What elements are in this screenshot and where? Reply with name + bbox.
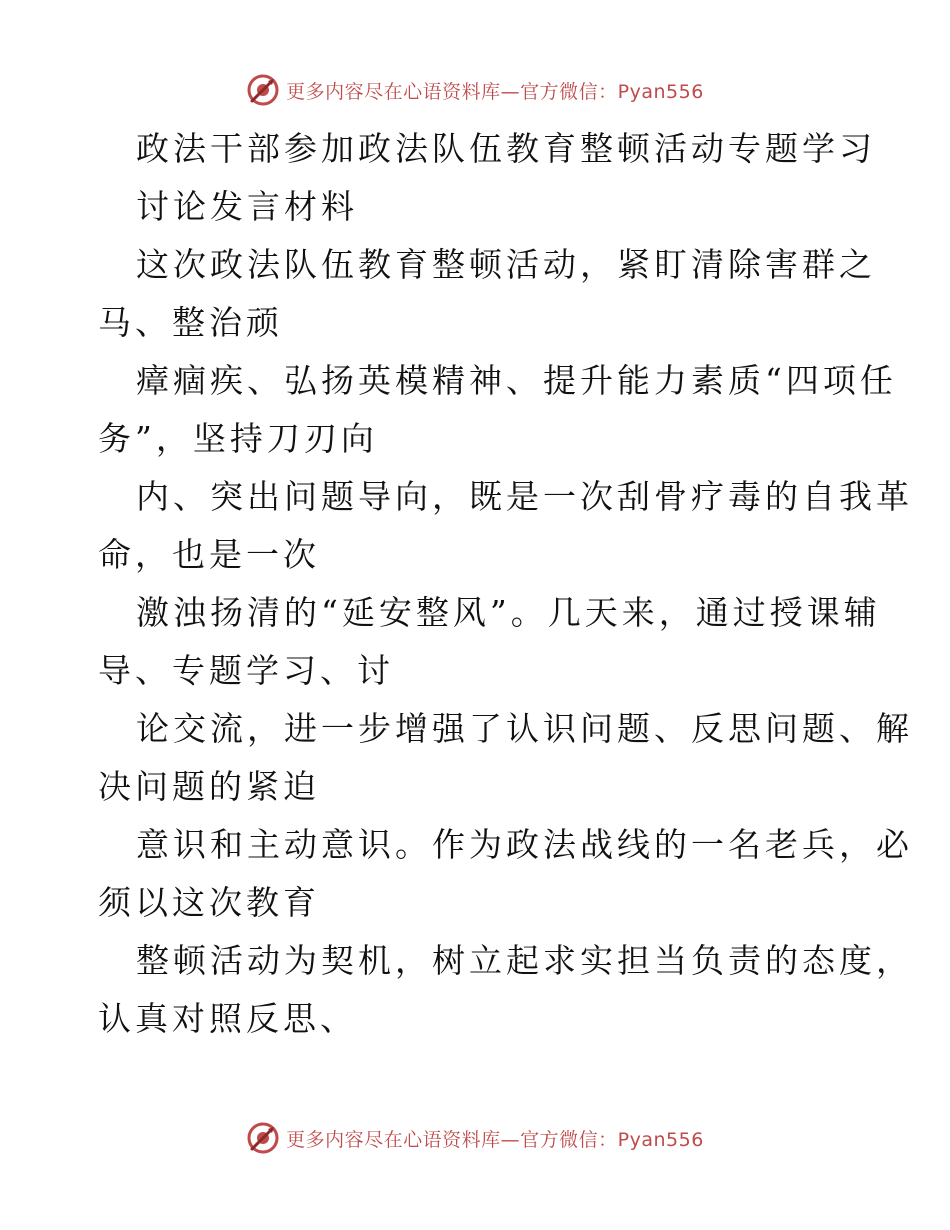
text-line: 讨论发言材料 bbox=[136, 187, 358, 226]
text-line: 这次政法队伍教育整顿活动，紧盯清除害群之 bbox=[136, 245, 876, 284]
text-line: 内、突出问题导向，既是一次刮骨疗毒的自我革 bbox=[136, 477, 913, 516]
text-line: 决问题的紧迫 bbox=[98, 767, 320, 806]
document-body bbox=[98, 120, 913, 1048]
logo-icon bbox=[246, 73, 280, 107]
header-banner-text: 更多内容尽在心语资料库—官方微信：Pyan556 bbox=[286, 80, 704, 103]
text-line: 认真对照反思、 bbox=[98, 999, 357, 1038]
text-line: 须以这次教育 bbox=[98, 883, 320, 922]
text-line: 导、专题学习、讨 bbox=[98, 651, 394, 690]
footer-banner bbox=[0, 1118, 950, 1158]
text-line: 意识和主动意识。作为政法战线的一名老兵，必 bbox=[136, 825, 913, 864]
text-line: 论交流，进一步增强了认识问题、反思问题、解 bbox=[136, 709, 913, 748]
text-line: 政法干部参加政法队伍教育整顿活动专题学习 bbox=[136, 129, 876, 168]
text-line: 整顿活动为契机，树立起求实担当负责的态度， bbox=[136, 941, 913, 980]
header-banner bbox=[0, 70, 950, 110]
text-line: 命，也是一次 bbox=[98, 535, 320, 574]
logo-icon bbox=[246, 1121, 280, 1155]
text-line: 瘴痼疾、弘扬英模精神、提升能力素质“四项任 bbox=[136, 361, 897, 400]
footer-banner-text: 更多内容尽在心语资料库—官方微信：Pyan556 bbox=[286, 1128, 704, 1151]
text-line: 务”，坚持刀刃向 bbox=[98, 419, 378, 458]
text-line: 马、整治顽 bbox=[98, 303, 283, 342]
text-line: 激浊扬清的“延安整风”。几天来，通过授课辅 bbox=[136, 593, 881, 632]
